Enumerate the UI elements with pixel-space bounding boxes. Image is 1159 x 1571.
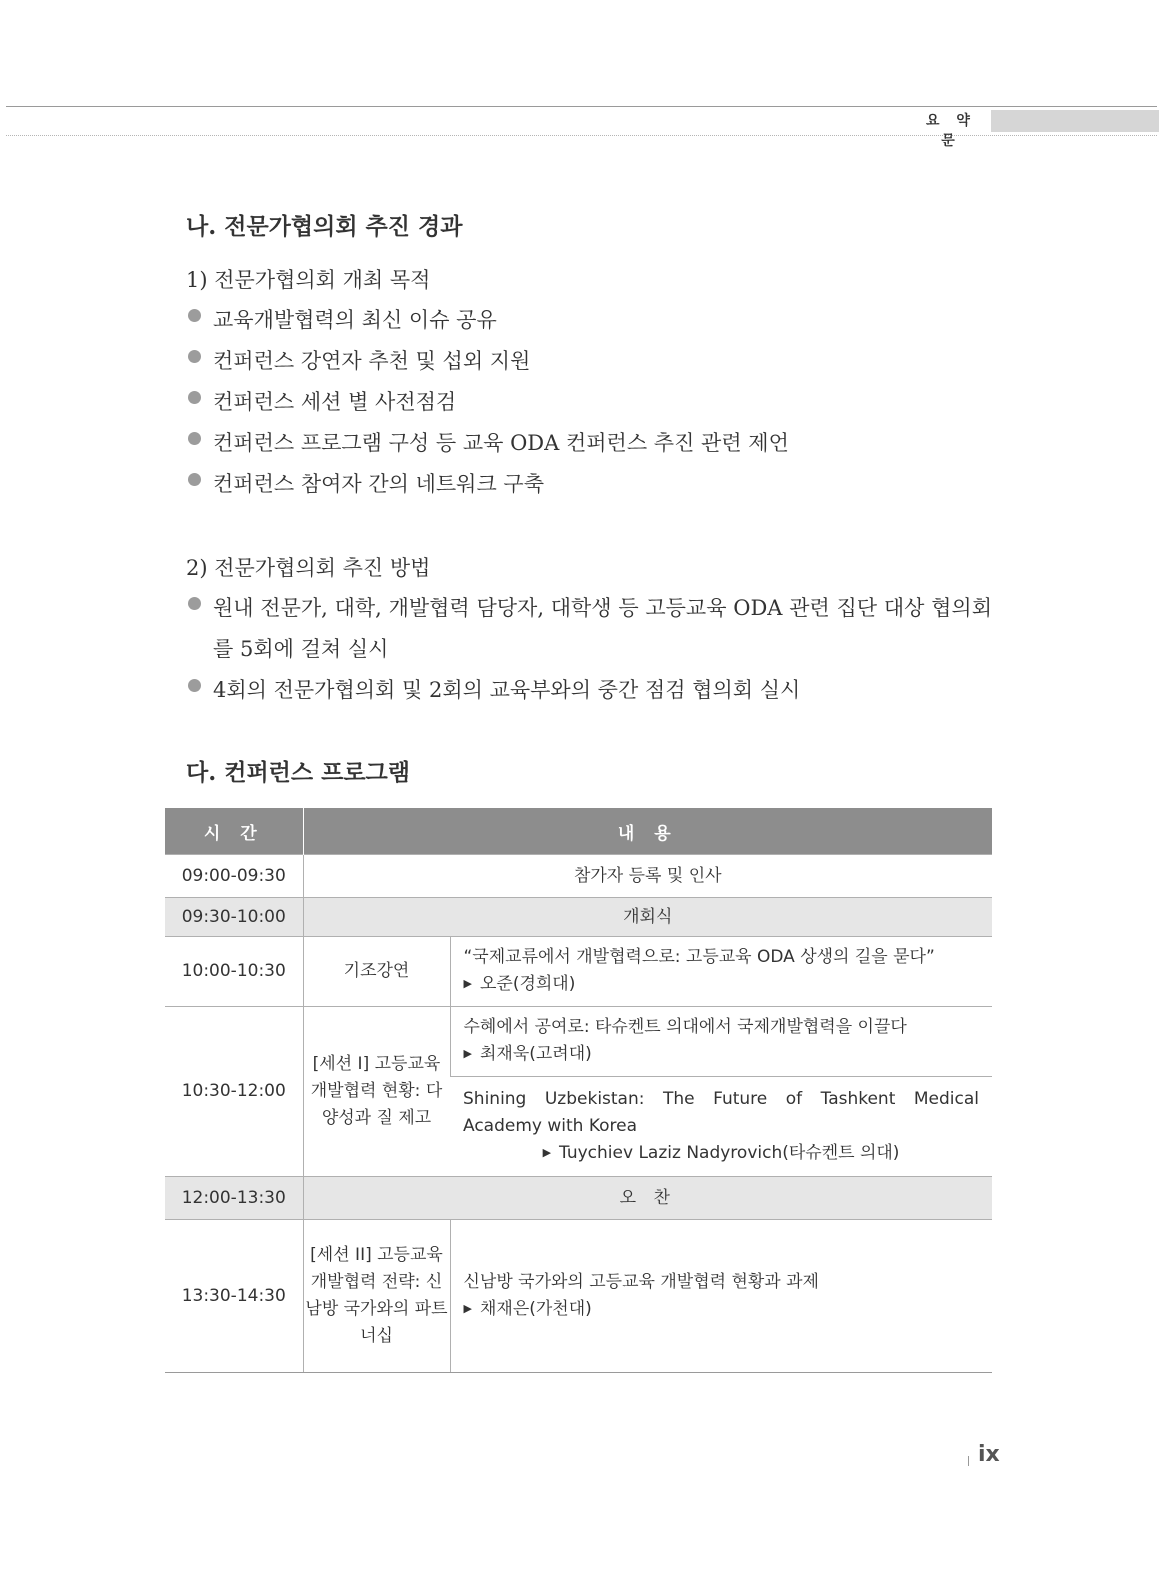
session-cell: [세션 I] 고등교육 개발협력 현황: 다양성과 질 제고 — [303, 1007, 450, 1177]
table-row — [165, 1220, 992, 1373]
method-title: 2) 전문가협의회 추진 방법 — [186, 556, 431, 580]
table-header-row — [165, 808, 992, 855]
header-content: 내 용 — [303, 808, 992, 855]
talk-speaker: ▶ 오준(경희대) — [463, 974, 576, 994]
session-cell: 기조강연 — [303, 937, 450, 1007]
header-section-label: 요 약 문 — [926, 113, 976, 149]
bullet-icon — [188, 679, 201, 692]
page-number-tick — [968, 1456, 969, 1466]
conference-program-table — [165, 808, 992, 1373]
bullet-icon — [188, 473, 201, 486]
talk-title: 수혜에서 공여로: 타슈켄트 의대에서 국제개발협력을 이끌다 — [463, 1017, 907, 1037]
header-dotted-rule — [6, 135, 1157, 136]
purpose-item: 컨퍼런스 강연자 추천 및 섭외 지원 — [186, 341, 992, 382]
table-row — [165, 1177, 992, 1220]
content-cell — [450, 1077, 992, 1177]
triangle-bullet-icon: ▶ — [542, 1145, 552, 1159]
session-cell: [세션 II] 고등교육 개발협력 전략: 신남방 국가와의 파트너십 — [303, 1220, 450, 1373]
table-row — [165, 898, 992, 937]
triangle-bullet-icon: ▶ — [463, 1047, 472, 1060]
content-cell — [450, 1220, 992, 1373]
section-heading-na: 나. 전문가협의회 추진 경과 — [186, 213, 463, 240]
header-time: 시 간 — [165, 808, 303, 855]
table-row — [165, 855, 992, 898]
talk-speaker: ▶ Tuychiev Laziz Nadyrovich(타슈켄트 의대) — [542, 1142, 900, 1163]
talk-title: “국제교류에서 개발협력으로: 고등교육 ODA 상생의 길을 묻다” — [463, 947, 935, 967]
talk-title: Shining Uzbekistan: The Future of Tashkent Medical Academy with Korea — [463, 1088, 980, 1136]
triangle-bullet-icon: ▶ — [463, 977, 472, 990]
content-cell — [450, 937, 992, 1007]
header-rule — [6, 106, 1157, 107]
page-number: ix — [978, 1442, 1000, 1467]
time-cell: 10:00-10:30 — [165, 937, 303, 1007]
purpose-item: 컨퍼런스 세션 별 사전점검 — [186, 382, 992, 423]
purpose-item: 컨퍼런스 프로그램 구성 등 교육 ODA 컨퍼런스 추진 관련 제언 — [186, 423, 992, 464]
time-cell: 09:00-09:30 — [165, 855, 303, 898]
header-gray-bar — [991, 110, 1159, 132]
table-row — [165, 1007, 992, 1077]
method-item: 원내 전문가, 대학, 개발협력 담당자, 대학생 등 고등교육 ODA 관련 집단 대상 협의회를 5회에 걸쳐 실시 — [186, 588, 992, 670]
time-cell: 10:30-12:00 — [165, 1007, 303, 1177]
content-cell — [450, 1007, 992, 1077]
bullet-icon — [188, 350, 201, 363]
time-cell: 13:30-14:30 — [165, 1220, 303, 1373]
time-cell: 09:30-10:00 — [165, 898, 303, 937]
method-item: 4회의 전문가협의회 및 2회의 교육부와의 중간 점검 협의회 실시 — [186, 670, 992, 711]
time-cell: 12:00-13:30 — [165, 1177, 303, 1220]
content-cell: 참가자 등록 및 인사 — [303, 855, 992, 898]
talk-speaker: ▶ 채재은(가천대) — [463, 1298, 592, 1319]
content-cell: 개회식 — [303, 898, 992, 937]
bullet-icon — [188, 391, 201, 404]
content-cell: 오 찬 — [303, 1177, 992, 1220]
table-row — [165, 937, 992, 1007]
talk-title: 신남방 국가와의 고등교육 개발협력 현황과 과제 — [463, 1271, 819, 1292]
purpose-item: 교육개발협력의 최신 이슈 공유 — [186, 300, 992, 341]
section-heading-da: 다. 컨퍼런스 프로그램 — [186, 759, 410, 786]
bullet-icon — [188, 597, 201, 610]
triangle-bullet-icon: ▶ — [463, 1301, 472, 1315]
purpose-title: 1) 전문가협의회 개최 목적 — [186, 268, 431, 292]
purpose-item: 컨퍼런스 참여자 간의 네트워크 구축 — [186, 464, 992, 505]
bullet-icon — [188, 309, 201, 322]
bullet-icon — [188, 432, 201, 445]
talk-speaker: ▶ 최재욱(고려대) — [463, 1044, 592, 1064]
